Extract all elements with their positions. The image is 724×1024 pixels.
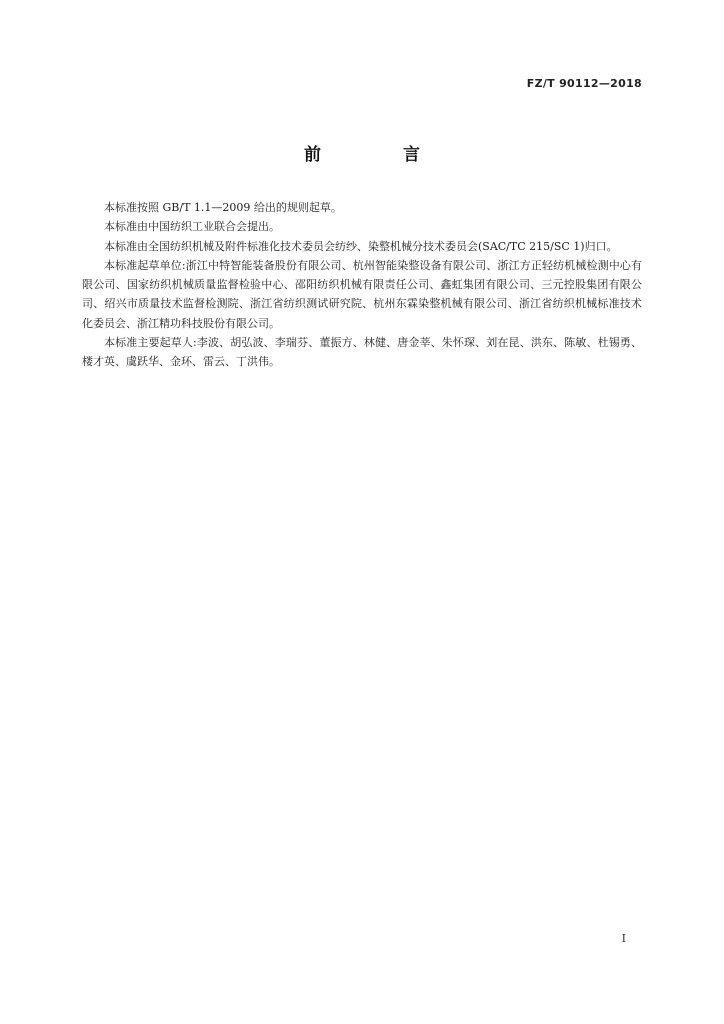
paragraph-technical-committee: 本标准由全国纺织机械及附件标准化技术委员会纺纱、染整机械分技术委员会(SAC/TC 215/SC 1)归口。 — [104, 239, 618, 253]
page-number: I — [621, 932, 626, 945]
paragraph-drafting-units: 本标准起草单位:浙江中特智能装备股份有限公司、杭州智能染整设备有限公司、浙江方正轻纺机械检测中心有限公司、国家纺织机械质量监督检验中心、邵阳纺织机械有限责任公司、鑫虹集团有限公司、三元控股集团有限公司、绍兴市质量技术监督检测院、浙江省纺织测试研究院、杭州东霖染整机械有限公司、浙江省纺织机械标准技术化委员会、浙江精功科技股份有限公司。 — [82, 258, 642, 330]
paragraph-proposer: 本标准由中国纺织工业联合会提出。 — [104, 220, 280, 234]
page-title: 前 言 — [304, 145, 458, 165]
paragraph-drafting-rules: 本标准按照 GB/T 1.1—2009 给出的规则起草。 — [104, 201, 342, 214]
paragraph-drafters: 本标准主要起草人:李波、胡弘波、李瑞芬、董振方、林健、唐金莘、朱怀琛、刘在昆、洪东、陈敏、杜锡勇、楼才英、虞跃华、金环、雷云、丁洪伟。 — [82, 336, 642, 369]
standard-code: FZ/T 90112—2018 — [526, 77, 642, 90]
foreword-body — [82, 198, 642, 372]
